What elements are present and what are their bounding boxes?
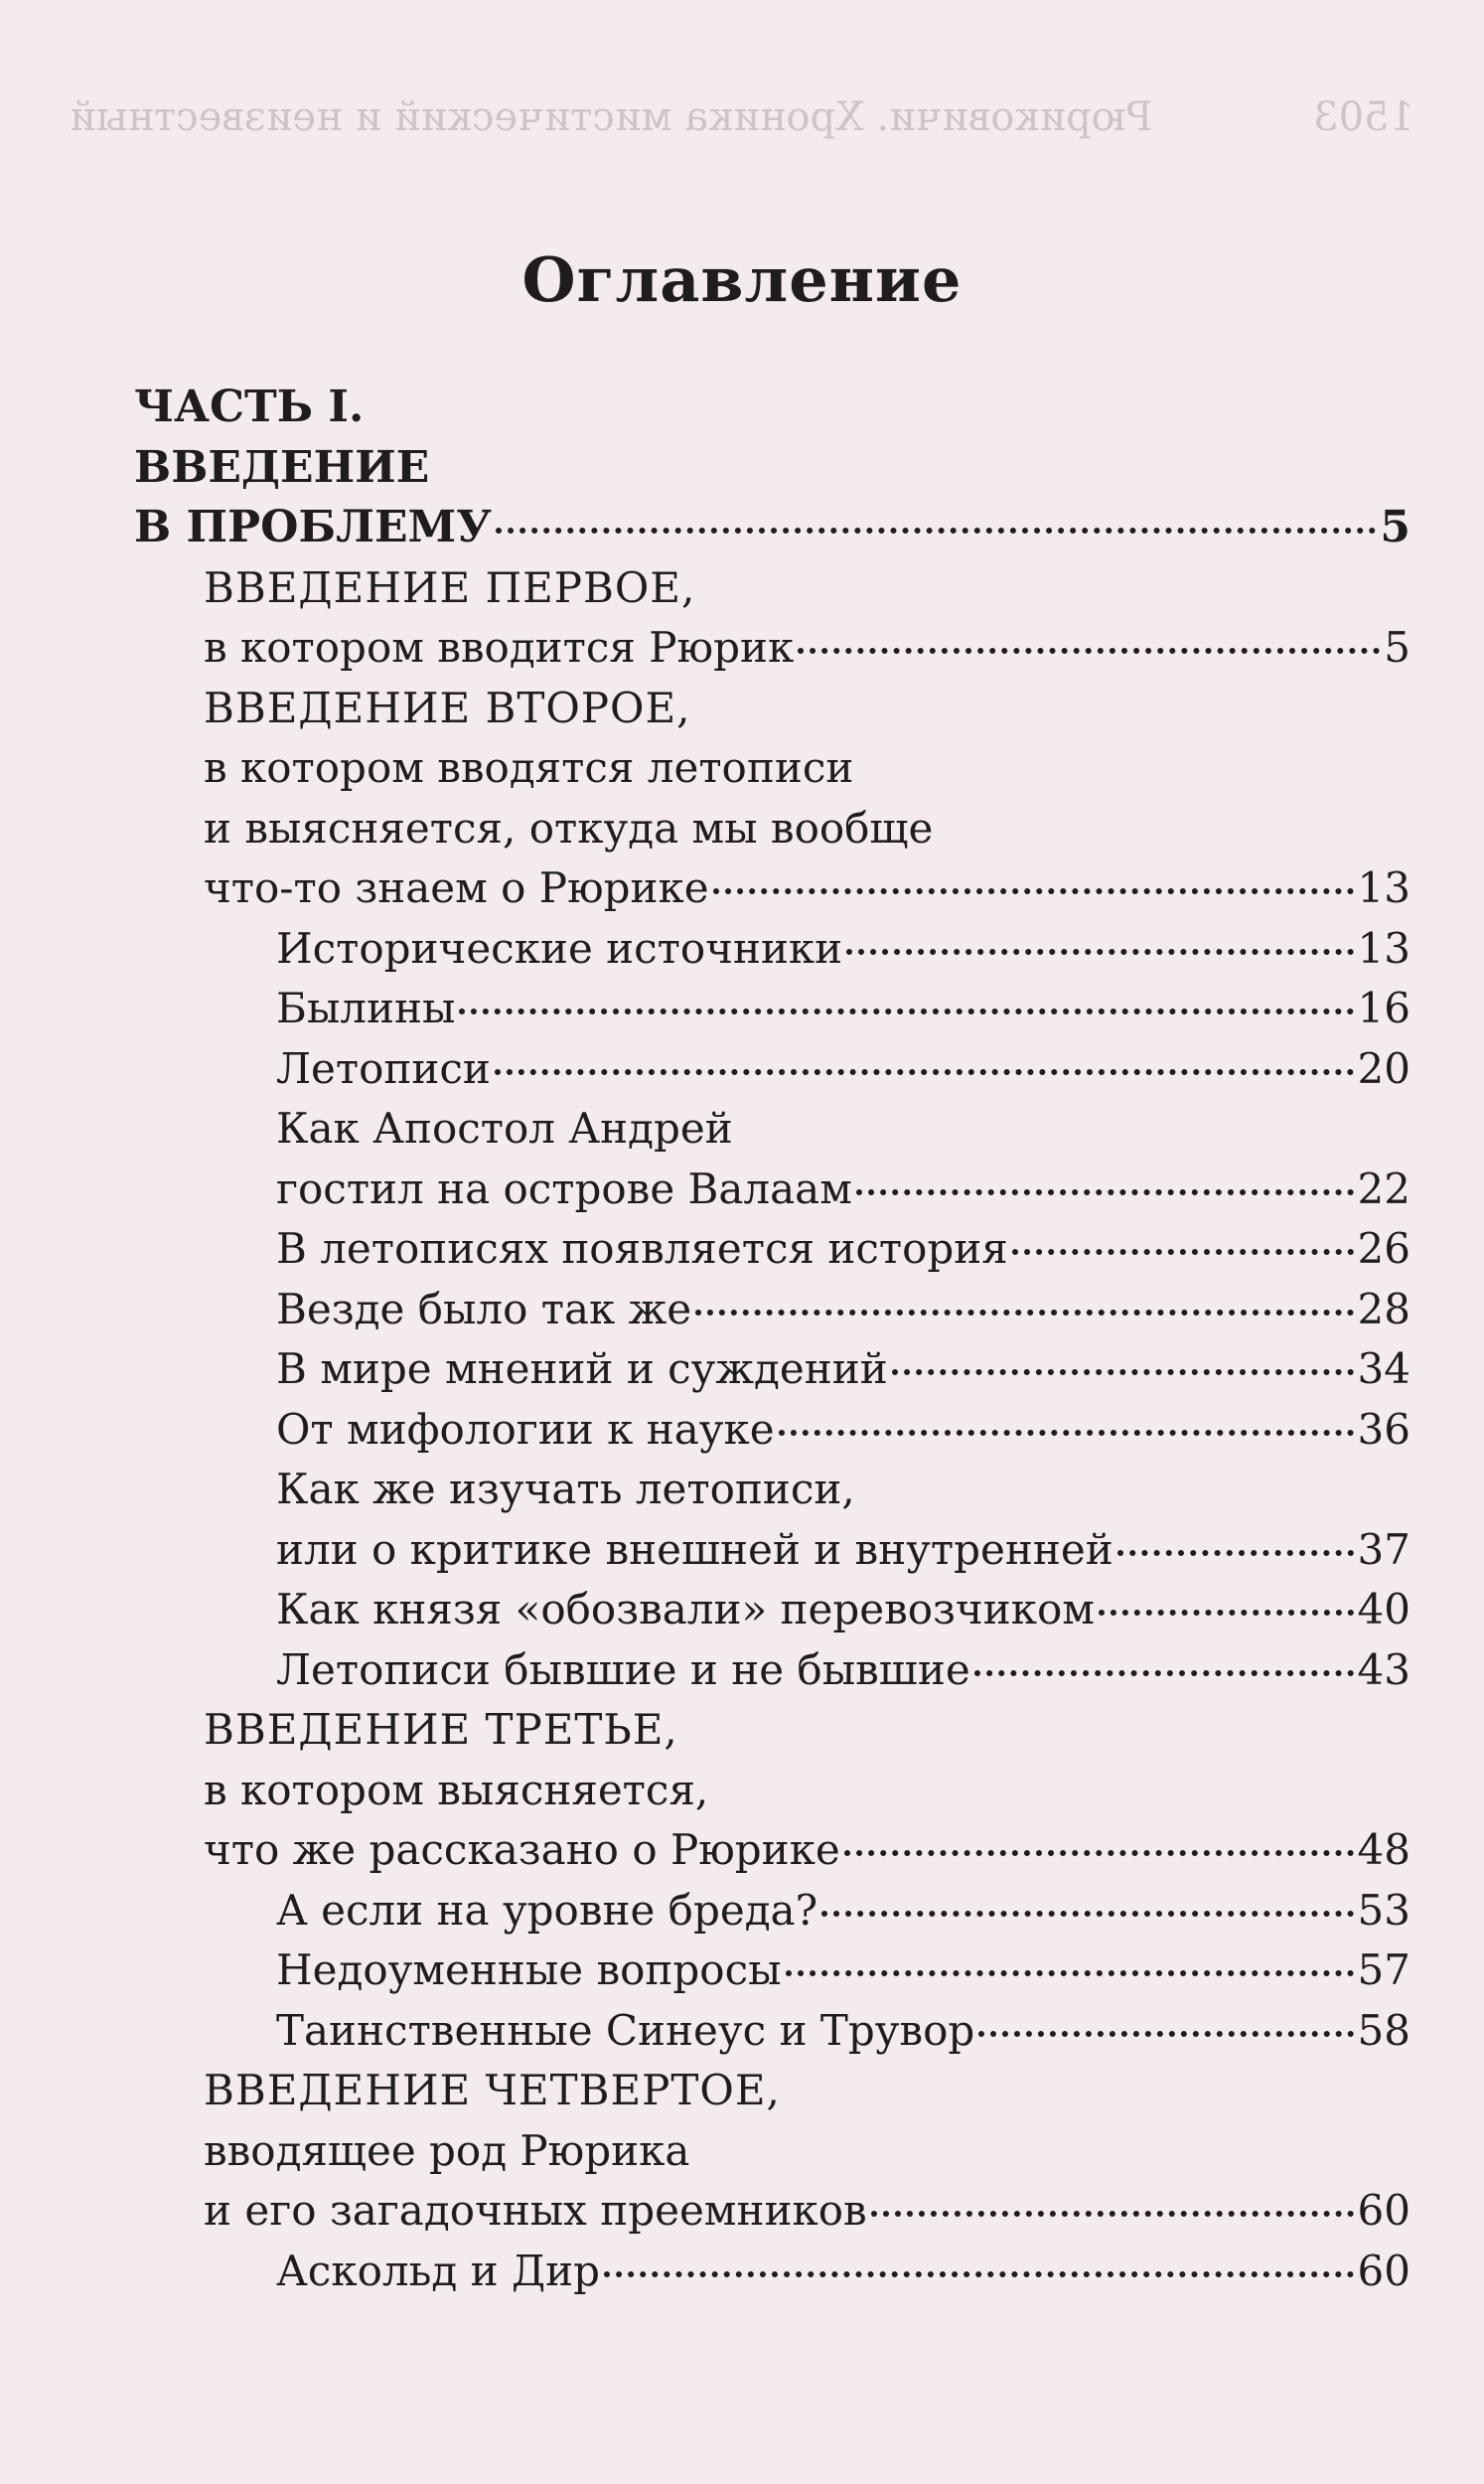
toc-entry-page: 13	[1357, 863, 1410, 912]
toc-entry-page: 43	[1357, 1644, 1410, 1694]
toc-entry-page: 57	[1357, 1945, 1410, 1994]
toc-entry-page: 48	[1357, 1825, 1410, 1874]
toc-entry-title: Как же изучать летописи,	[276, 1465, 855, 1513]
toc-entry	[134, 378, 364, 437]
toc-entry-title: или о критике внешней и внутренней	[276, 1524, 1113, 1574]
toc-entry-page: 13	[1357, 923, 1410, 973]
toc-entry-title: ВВЕДЕНИЕ ПЕРВОЕ,	[204, 562, 696, 612]
toc-entry	[204, 1820, 1410, 1880]
toc-entry-title: В ПРОБЛЕМУ	[134, 502, 492, 552]
toc-entry-title: что же рассказано о Рюрике	[204, 1825, 840, 1874]
toc-entry	[276, 919, 1410, 979]
dot-leader	[1012, 1249, 1354, 1255]
toc-entry	[276, 1881, 1410, 1941]
toc-entry	[276, 1400, 1410, 1460]
dot-leader	[974, 1670, 1354, 1676]
toc-entry-title: что-то знаем о Рюрике	[204, 863, 709, 912]
dot-leader	[821, 1911, 1353, 1917]
dot-leader	[1117, 1550, 1354, 1556]
toc-entry-title: В мире мнений и суждений	[276, 1344, 888, 1393]
dot-leader	[713, 888, 1354, 894]
toc-entry-page: 58	[1357, 2005, 1410, 2055]
toc-entry-title: гостил на острове Валаам	[276, 1164, 852, 1213]
toc-entry	[204, 858, 1410, 918]
dot-leader	[496, 528, 1376, 534]
toc-entry	[204, 558, 695, 618]
toc-entry-title: и его загадочных преемников	[204, 2186, 867, 2235]
toc-entry	[204, 2061, 781, 2120]
toc-entry-title: ВВЕДЕНИЕ	[134, 441, 430, 493]
toc-entry	[276, 2001, 1410, 2061]
dot-leader	[459, 1009, 1353, 1014]
toc-entry-title: В летописях появляется история	[276, 1224, 1008, 1273]
toc-entry	[204, 1761, 708, 1820]
dot-leader	[798, 648, 1380, 654]
toc-entry-page: 60	[1357, 2246, 1410, 2295]
toc-entry	[204, 1700, 678, 1760]
toc-entry	[276, 1580, 1410, 1639]
toc-entry-page: 16	[1357, 984, 1410, 1032]
toc-entry-page: 36	[1357, 1404, 1410, 1454]
toc-entry-title: в котором вводятся летописи	[204, 743, 854, 792]
toc-entry	[276, 1099, 733, 1159]
toc-entry-title: Недоуменные вопросы	[276, 1945, 782, 1994]
dot-leader	[604, 2271, 1354, 2277]
toc-entry-title: Таинственные Синеус и Трувор	[276, 2005, 975, 2055]
dot-leader	[1099, 1610, 1354, 1616]
toc-entry-title: и выясняется, откуда мы вообще	[204, 803, 934, 853]
toc-entry	[134, 438, 429, 498]
toc-entry-page: 53	[1357, 1885, 1410, 1935]
toc-entry-title: Исторические источники	[276, 923, 843, 973]
toc-entry-title: ВВЕДЕНИЕ ТРЕТЬЕ,	[204, 1705, 678, 1754]
toc-entry-page: 5	[1380, 502, 1410, 552]
toc-entry-page: 60	[1357, 2186, 1410, 2235]
toc-entry-title: Былины	[276, 984, 456, 1032]
toc-entry	[134, 498, 1410, 557]
toc-entry	[276, 1460, 855, 1519]
toc-entry-title: в котором вводится Рюрик	[204, 623, 795, 672]
toc-entry	[204, 2181, 1410, 2241]
toc-entry-page: 37	[1357, 1524, 1410, 1574]
running-head-page: 1503	[1313, 94, 1414, 140]
running-head	[70, 94, 1414, 140]
dot-leader	[846, 949, 1353, 955]
toc-entry-title: Аскольд и Дир	[276, 2246, 600, 2295]
toc-entry-title: Летописи бывшие и не бывшие	[276, 1644, 970, 1694]
toc-entry	[204, 2121, 689, 2181]
toc-entry	[204, 799, 933, 858]
toc-entry-title: Везде было так же	[276, 1284, 692, 1333]
toc-entry-title: А если на уровне бреда?	[276, 1885, 818, 1935]
dot-leader	[871, 2211, 1354, 2217]
toc-entry-title: ВВЕДЕНИЕ ЧЕТВЕРТОЕ,	[204, 2066, 781, 2114]
dot-leader	[844, 1850, 1354, 1856]
dot-leader	[978, 2031, 1353, 2037]
toc-entry	[204, 618, 1410, 678]
toc-entry-page: 28	[1357, 1284, 1410, 1333]
dot-leader	[495, 1069, 1354, 1075]
dot-leader	[786, 1970, 1354, 1976]
toc-entry-title: ВВЕДЕНИЕ ВТОРОЕ,	[204, 683, 691, 732]
toc-entry-title: в котором выясняется,	[204, 1765, 709, 1814]
dot-leader	[779, 1430, 1354, 1436]
toc-entry-page: 34	[1357, 1344, 1410, 1393]
dot-leader	[856, 1189, 1354, 1195]
toc-entry-title: От мифологии к науке	[276, 1404, 775, 1454]
running-head-title: Рюриковичи. Хроника мистический и неизвестный	[70, 94, 1153, 140]
toc-entry-title: Как Апостол Андрей	[276, 1104, 733, 1153]
toc-entry	[204, 679, 690, 738]
dot-leader	[695, 1310, 1353, 1316]
toc-entry-page: 20	[1357, 1043, 1410, 1093]
toc-entry	[276, 1219, 1410, 1279]
toc-entry-page: 5	[1384, 623, 1410, 672]
toc-entry-title: Летописи	[276, 1043, 491, 1093]
page-title: Оглавление	[521, 243, 963, 316]
toc-entry	[276, 2242, 1410, 2301]
toc-entry-page: 22	[1357, 1164, 1410, 1213]
toc-entry	[276, 979, 1410, 1038]
toc-entry-page: 26	[1357, 1224, 1410, 1273]
toc-entry	[276, 1280, 1410, 1339]
toc-entry-page: 40	[1357, 1585, 1410, 1633]
toc-entry	[204, 738, 853, 798]
toc-entry	[276, 1640, 1410, 1700]
toc-entry-title: Как князя «обозвали» перевозчиком	[276, 1585, 1095, 1633]
toc-entry	[276, 1520, 1410, 1580]
dot-leader	[892, 1369, 1354, 1375]
toc-entry	[276, 1039, 1410, 1099]
toc-entry-title: ЧАСТЬ I.	[134, 382, 365, 432]
toc-entry	[276, 1941, 1410, 2000]
toc-entry	[276, 1160, 1410, 1219]
toc-entry	[276, 1339, 1410, 1399]
toc-entry-title: вводящее род Рюрика	[204, 2125, 690, 2175]
